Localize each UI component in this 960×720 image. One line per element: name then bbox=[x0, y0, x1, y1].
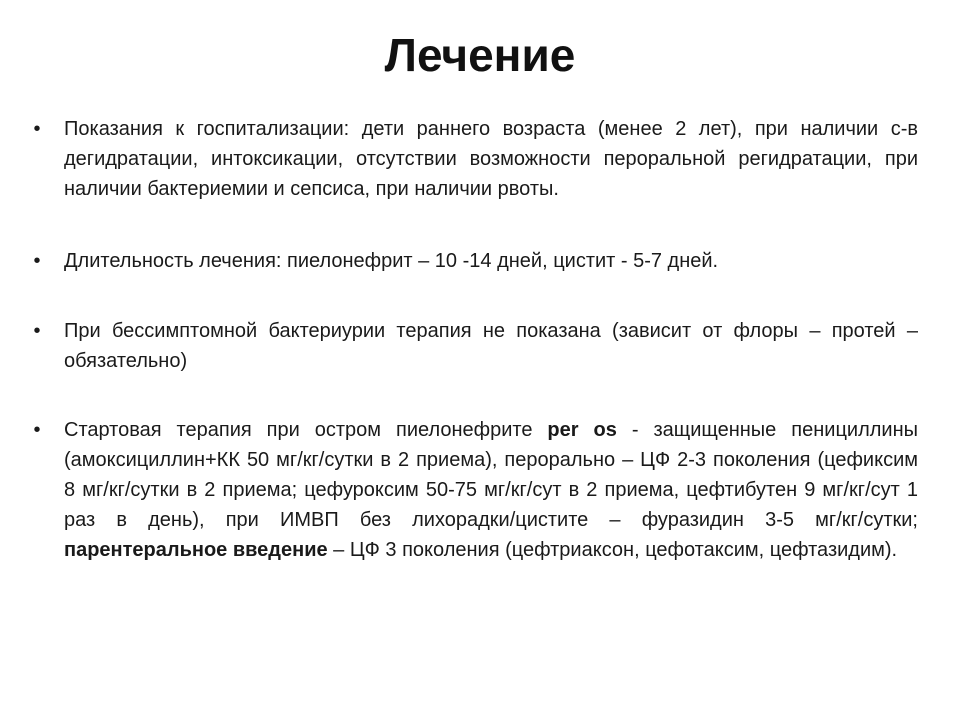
bullet-item-starting-therapy bbox=[30, 415, 918, 565]
bullet-text-part: Стартовая терапия при остром пиелонефрите bbox=[64, 419, 548, 441]
slide-title: Лечение bbox=[384, 29, 576, 81]
bullet-item-asymptomatic bbox=[30, 316, 918, 376]
bullet-marker: • bbox=[33, 320, 41, 342]
bullet-item-hospitalization bbox=[30, 114, 918, 204]
bullet-marker: • bbox=[33, 118, 41, 140]
bullet-marker: • bbox=[33, 419, 41, 441]
bullet-marker: • bbox=[33, 250, 41, 272]
bullet-item-duration bbox=[30, 246, 918, 276]
bullet-text: При бессимптомной бактериурии терапия не показана (зависит от флоры – протей – обязательно) bbox=[64, 320, 918, 372]
bullet-text: Показания к госпитализации: дети раннего возраста (менее 2 лет), при наличии с-в дегидратации, интоксикации, отсутствии возможности пероральной регидратации, при наличии бактериемии и сепсиса, при наличии рвоты. bbox=[64, 118, 918, 200]
bullet-text-part: - защищенные пенициллины (амоксициллин+КК 50 мг/кг/сутки в 2 приема), перорально – ЦФ 2-3 поколения (цефиксим 8 мг/кг/сутки в 2 приема; цефуроксим 50-75 мг/кг/сут в 2 приема, цефтибутен 9 мг/кг/сут 1 раз в день), при ИМВП без лихорадки/цистите – фуразидин 3-5 мг/кг/сутки; bbox=[64, 419, 918, 531]
bullet-list bbox=[30, 114, 918, 565]
bullet-text-part: – ЦФ 3 поколения (цефтриаксон, цефотаксим, цефтазидим). bbox=[327, 539, 898, 561]
bullet-text: Длительность лечения: пиелонефрит – 10 -14 дней, цистит - 5-7 дней. bbox=[64, 250, 719, 272]
bullet-text-bold-per-os: per os bbox=[547, 419, 617, 441]
bullet-text-bold-parenteral: парентеральное введение bbox=[64, 539, 328, 561]
